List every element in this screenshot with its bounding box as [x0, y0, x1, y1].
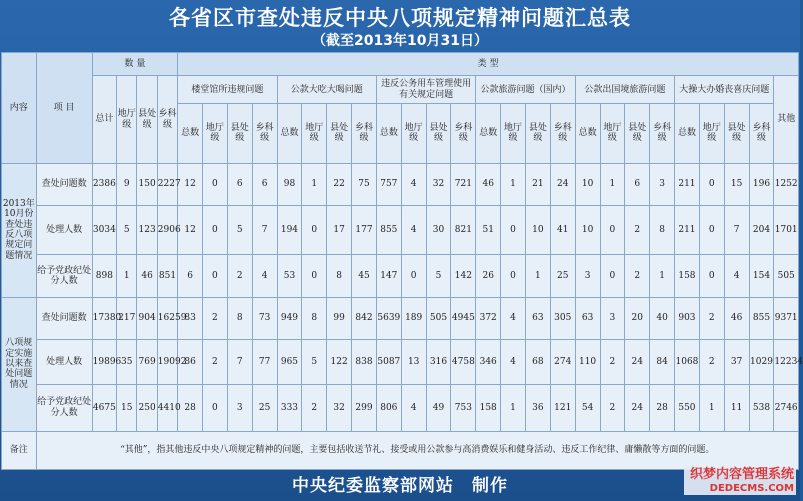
- data-cell: 1701: [774, 206, 799, 255]
- data-cell: 158: [675, 255, 700, 298]
- header-sub-col: 总数: [376, 104, 401, 164]
- data-cell: 3: [575, 255, 600, 298]
- data-cell: 842: [352, 297, 377, 340]
- data-cell: 51: [476, 206, 501, 255]
- header-sub-col: 县处级: [525, 104, 550, 164]
- header-category: 公款旅游问题（国内）: [476, 76, 575, 104]
- data-cell: 2386: [92, 163, 116, 206]
- data-cell: 36: [525, 384, 550, 431]
- data-cell: 3: [227, 384, 252, 431]
- data-cell: 305: [550, 297, 575, 340]
- data-cell: 25: [550, 255, 575, 298]
- data-cell: 40: [650, 297, 675, 340]
- data-cell: 123: [137, 206, 157, 255]
- data-cell: 5087: [376, 340, 401, 385]
- data-cell: 721: [451, 163, 476, 206]
- data-cell: 24: [625, 340, 650, 385]
- data-cell: 0: [600, 206, 625, 255]
- header-sub-col: 总数: [476, 104, 501, 164]
- row-label: 给予党政纪处分人数: [36, 255, 92, 298]
- data-cell: 77: [252, 340, 277, 385]
- data-cell: 1252: [774, 163, 799, 206]
- data-cell: 4: [401, 206, 426, 255]
- data-cell: 0: [401, 255, 426, 298]
- data-cell: 45: [352, 255, 377, 298]
- data-cell: 28: [178, 384, 203, 431]
- header-item: 项 目: [36, 53, 92, 164]
- data-cell: 211: [675, 163, 700, 206]
- data-cell: 7: [724, 206, 749, 255]
- data-cell: 73: [252, 297, 277, 340]
- data-cell: 3: [650, 163, 675, 206]
- data-cell: 15: [724, 163, 749, 206]
- data-cell: 9371: [774, 297, 799, 340]
- data-cell: 5: [302, 340, 327, 385]
- data-cell: 20: [625, 297, 650, 340]
- data-cell: 0: [699, 206, 724, 255]
- data-cell: 4945: [451, 297, 476, 340]
- data-cell: 24: [625, 384, 650, 431]
- data-cell: 32: [426, 163, 451, 206]
- data-cell: 54: [575, 384, 600, 431]
- data-cell: 8: [227, 297, 252, 340]
- data-cell: 3: [600, 297, 625, 340]
- header-qty-col: 乡科级: [157, 76, 177, 163]
- data-cell: 98: [277, 163, 302, 206]
- header-qty-col: 地厅级: [117, 76, 137, 163]
- data-cell: 0: [203, 163, 228, 206]
- data-cell: 16259: [157, 297, 177, 340]
- data-cell: 30: [426, 206, 451, 255]
- data-cell: 46: [137, 255, 157, 298]
- data-cell: 68: [525, 340, 550, 385]
- data-cell: 24: [550, 163, 575, 206]
- header-category: 违反公务用车管理使用有关规定问题: [376, 76, 475, 104]
- data-cell: 0: [203, 206, 228, 255]
- data-cell: 10: [575, 163, 600, 206]
- data-cell: 505: [774, 255, 799, 298]
- row-label: 查处问题数: [36, 163, 92, 206]
- data-cell: 2: [227, 255, 252, 298]
- note-label: 备注: [2, 431, 37, 469]
- data-cell: 19092: [157, 340, 177, 385]
- data-cell: 4: [401, 384, 426, 431]
- data-cell: 0: [203, 384, 228, 431]
- data-cell: 32: [327, 384, 352, 431]
- data-cell: 150: [137, 163, 157, 206]
- data-cell: 37: [724, 340, 749, 385]
- data-cell: 154: [749, 255, 774, 298]
- data-cell: 2: [699, 297, 724, 340]
- data-cell: 25: [252, 384, 277, 431]
- header-sub-col: 地厅级: [302, 104, 327, 164]
- data-cell: 4758: [451, 340, 476, 385]
- data-cell: 189: [401, 297, 426, 340]
- header-sub-col: 地厅级: [203, 104, 228, 164]
- data-cell: 10: [575, 206, 600, 255]
- header-type: 类 型: [178, 53, 799, 76]
- data-cell: 177: [352, 206, 377, 255]
- data-cell: 5: [227, 206, 252, 255]
- page-title: 各省区市查处违反中央八项规定精神问题汇总表: [169, 6, 631, 30]
- header-quantity: 数 量: [92, 53, 178, 76]
- data-cell: 1: [501, 163, 526, 206]
- watermark-text: 织梦内容管理系统: [689, 467, 794, 482]
- data-cell: 0: [699, 255, 724, 298]
- header-sub-col: 乡科级: [451, 104, 476, 164]
- data-cell: 6: [625, 163, 650, 206]
- data-cell: 9: [117, 163, 137, 206]
- data-cell: 0: [203, 255, 228, 298]
- row-label: 处理人数: [36, 340, 92, 385]
- table-row: [2, 255, 799, 298]
- data-cell: 0: [501, 255, 526, 298]
- data-cell: 19896: [92, 340, 116, 385]
- data-cell: 2: [625, 255, 650, 298]
- data-cell: 299: [352, 384, 377, 431]
- data-cell: 13: [401, 340, 426, 385]
- data-cell: 2906: [157, 206, 177, 255]
- data-cell: 2: [600, 340, 625, 385]
- data-cell: 10: [525, 206, 550, 255]
- data-cell: 2227: [157, 163, 177, 206]
- data-cell: 1: [501, 384, 526, 431]
- data-cell: 99: [327, 297, 352, 340]
- data-cell: 0: [699, 163, 724, 206]
- data-cell: 84: [650, 340, 675, 385]
- header-sub-col: 县处级: [724, 104, 749, 164]
- data-cell: 5: [426, 255, 451, 298]
- data-cell: 21: [525, 163, 550, 206]
- data-cell: 1: [699, 384, 724, 431]
- data-cell: 217: [117, 297, 137, 340]
- data-cell: 7: [252, 206, 277, 255]
- data-cell: 196: [749, 163, 774, 206]
- data-cell: 274: [550, 340, 575, 385]
- data-cell: 0: [600, 255, 625, 298]
- data-cell: 1: [600, 163, 625, 206]
- header-sub-col: 县处级: [227, 104, 252, 164]
- data-cell: 53: [277, 255, 302, 298]
- data-cell: 806: [376, 384, 401, 431]
- data-cell: 855: [376, 206, 401, 255]
- header-sub-col: 乡科级: [650, 104, 675, 164]
- data-cell: 855: [749, 297, 774, 340]
- data-cell: 158: [476, 384, 501, 431]
- header-category: 公款大吃大喝问题: [277, 76, 376, 104]
- data-cell: 2: [302, 384, 327, 431]
- data-cell: 1029: [749, 340, 774, 385]
- data-cell: 75: [352, 163, 377, 206]
- data-cell: 8: [650, 206, 675, 255]
- data-cell: 5639: [376, 297, 401, 340]
- data-cell: 4: [501, 340, 526, 385]
- data-cell: 2746: [774, 384, 799, 431]
- header-sub-col: 总数: [575, 104, 600, 164]
- data-cell: 2: [625, 206, 650, 255]
- data-cell: 204: [749, 206, 774, 255]
- data-cell: 11: [724, 384, 749, 431]
- header-category: 楼堂馆所违规问题: [178, 76, 277, 104]
- data-cell: 46: [476, 163, 501, 206]
- data-cell: 4: [724, 255, 749, 298]
- data-cell: 1: [117, 255, 137, 298]
- data-cell: 12: [178, 163, 203, 206]
- data-cell: 7: [227, 340, 252, 385]
- header-sub-col: 地厅级: [699, 104, 724, 164]
- data-cell: 3034: [92, 206, 116, 255]
- data-cell: 346: [476, 340, 501, 385]
- table-row: [2, 340, 799, 385]
- data-cell: 35: [117, 340, 137, 385]
- header-sub-col: 地厅级: [401, 104, 426, 164]
- header-sub-col: 乡科级: [749, 104, 774, 164]
- data-cell: 753: [451, 384, 476, 431]
- data-cell: 1: [525, 255, 550, 298]
- data-cell: 6: [227, 163, 252, 206]
- data-cell: 2: [203, 340, 228, 385]
- data-cell: 17380: [92, 297, 116, 340]
- data-cell: 757: [376, 163, 401, 206]
- data-cell: 4410: [157, 384, 177, 431]
- data-cell: 86: [178, 340, 203, 385]
- data-cell: 121: [550, 384, 575, 431]
- data-cell: 49: [426, 384, 451, 431]
- data-cell: 83: [178, 297, 203, 340]
- data-cell: 26: [476, 255, 501, 298]
- data-cell: 2: [699, 340, 724, 385]
- data-cell: 1: [650, 255, 675, 298]
- data-cell: 63: [525, 297, 550, 340]
- data-cell: 838: [352, 340, 377, 385]
- data-cell: 0: [501, 206, 526, 255]
- watermark-site: DEDECMS.COM: [709, 483, 794, 494]
- data-cell: 505: [426, 297, 451, 340]
- header-sub-col: 总数: [675, 104, 700, 164]
- data-cell: 550: [675, 384, 700, 431]
- data-cell: 12: [178, 206, 203, 255]
- data-cell: 122: [327, 340, 352, 385]
- data-cell: 4: [501, 297, 526, 340]
- data-cell: 904: [137, 297, 157, 340]
- header-sub-col: 地厅级: [600, 104, 625, 164]
- summary-table: [1, 52, 803, 470]
- section-label: 2013年10月份查处违反八项规定问题情况: [2, 163, 37, 297]
- data-cell: 538: [749, 384, 774, 431]
- data-cell: 949: [277, 297, 302, 340]
- header-qty-col: 总计: [92, 76, 116, 163]
- table-row: [2, 163, 799, 206]
- header-sub-col: 乡科级: [352, 104, 377, 164]
- header-sub-col: 地厅级: [501, 104, 526, 164]
- data-cell: 4: [401, 163, 426, 206]
- header-category: 公款出国境旅游问题: [575, 76, 674, 104]
- data-cell: 110: [575, 340, 600, 385]
- data-cell: 372: [476, 297, 501, 340]
- data-cell: 211: [675, 206, 700, 255]
- data-cell: 6: [178, 255, 203, 298]
- header-sub-col: 乡科级: [550, 104, 575, 164]
- data-cell: 2: [600, 384, 625, 431]
- data-cell: 22: [327, 163, 352, 206]
- data-cell: 142: [451, 255, 476, 298]
- data-cell: 965: [277, 340, 302, 385]
- data-cell: 8: [302, 297, 327, 340]
- data-cell: 1068: [675, 340, 700, 385]
- footer-credit: 中央纪委监察部网站 制作: [292, 476, 508, 496]
- data-cell: 769: [137, 340, 157, 385]
- header-sub-col: 县处级: [625, 104, 650, 164]
- data-cell: 147: [376, 255, 401, 298]
- data-cell: 8: [327, 255, 352, 298]
- data-cell: 12234: [774, 340, 799, 385]
- data-cell: 851: [157, 255, 177, 298]
- header-qty-col: 县处级: [137, 76, 157, 163]
- data-cell: 6: [252, 163, 277, 206]
- data-cell: 250: [137, 384, 157, 431]
- data-cell: 194: [277, 206, 302, 255]
- data-cell: 46: [724, 297, 749, 340]
- data-cell: 0: [302, 255, 327, 298]
- row-label: 查处问题数: [36, 297, 92, 340]
- header-sub-col: 县处级: [426, 104, 451, 164]
- table-row: [2, 206, 799, 255]
- header-content: 内容: [2, 53, 37, 164]
- header-category: 大操大办婚丧喜庆问题: [675, 76, 774, 104]
- header-sub-col: 乡科级: [252, 104, 277, 164]
- table-row: [2, 384, 799, 431]
- data-cell: 821: [451, 206, 476, 255]
- header-sub-col: 总数: [277, 104, 302, 164]
- data-cell: 903: [675, 297, 700, 340]
- data-cell: 17: [327, 206, 352, 255]
- data-cell: 4: [252, 255, 277, 298]
- page-subtitle: （截至2013年10月31日）: [312, 33, 488, 49]
- header-sub-col: 县处级: [327, 104, 352, 164]
- data-cell: 63: [575, 297, 600, 340]
- table-row: [2, 297, 799, 340]
- data-cell: 5: [117, 206, 137, 255]
- data-cell: 333: [277, 384, 302, 431]
- data-cell: 316: [426, 340, 451, 385]
- data-cell: 898: [92, 255, 116, 298]
- section-label: 八项规定实施以来查处问题情况: [2, 297, 37, 431]
- data-cell: 15: [117, 384, 137, 431]
- data-cell: 2: [203, 297, 228, 340]
- header-sub-col: 总数: [178, 104, 203, 164]
- data-cell: 1: [302, 163, 327, 206]
- data-cell: 28: [650, 384, 675, 431]
- row-label: 给予党政纪处分人数: [36, 384, 92, 431]
- data-cell: 0: [302, 206, 327, 255]
- data-cell: 4675: [92, 384, 116, 431]
- note-text: “其他”，指其他违反中央八项规定精神的问题，主要包括收送节礼、接受或用公款参与高消费娱乐和健身活动、违反工作纪律、庸懒散等方面的问题。: [36, 431, 798, 469]
- data-cell: 41: [550, 206, 575, 255]
- row-label: 处理人数: [36, 206, 92, 255]
- header-other: 其他: [774, 76, 799, 163]
